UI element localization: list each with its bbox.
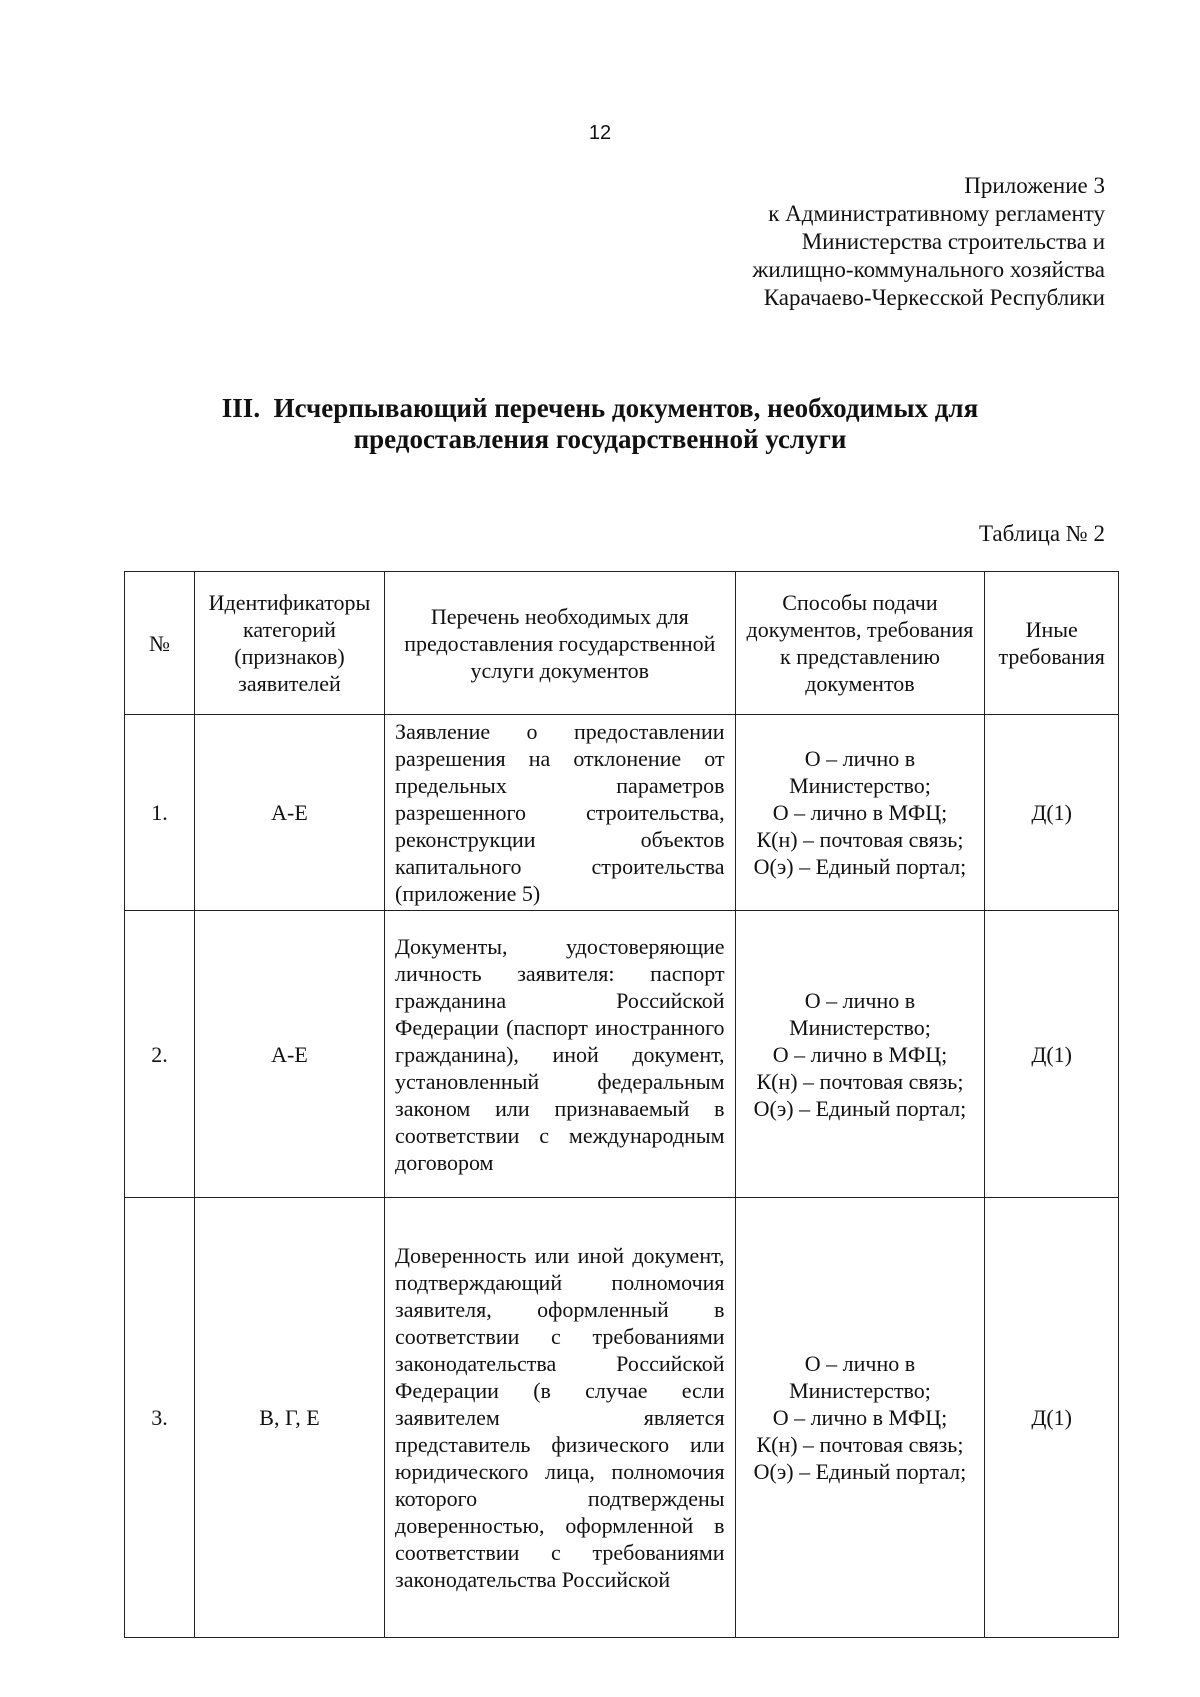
row-submission: [735, 715, 985, 911]
documents-table: [124, 571, 1119, 1638]
submission-method: О – лично в МФЦ;: [772, 800, 948, 825]
header-documents: Перечень необходимых для предоставления государственной услуги документов: [385, 572, 736, 715]
row-number: 2.: [125, 911, 195, 1198]
row-other: Д(1): [985, 715, 1119, 911]
row-identifiers: А-Е: [194, 911, 384, 1198]
appendix-line: Министерства строительства и: [801, 229, 1105, 254]
section-title-line: предоставления государственной услуги: [353, 424, 847, 454]
row-document: Заявление о предоставлении разрешения на отклонение от предельных параметров разрешенного строительства, реконструкции объектов капитального строительства (приложение 5): [385, 715, 736, 911]
table-row: [125, 715, 1119, 911]
section-title: [0, 393, 1200, 455]
row-number: 3.: [125, 1198, 195, 1638]
row-number: 1.: [125, 715, 195, 911]
appendix-line: Приложение 3: [964, 173, 1105, 198]
appendix-line: жилищно-коммунального хозяйства: [752, 257, 1105, 282]
page-number: 12: [588, 122, 612, 144]
submission-method: К(н) – почтовая связь;: [756, 1432, 964, 1457]
section-title-line: III. Исчерпывающий перечень документов, необходимых для: [221, 393, 979, 423]
submission-method: О(э) – Единый портал;: [753, 1459, 967, 1484]
table-label: Таблица № 2: [978, 521, 1105, 546]
row-identifiers: В, Г, Е: [194, 1198, 384, 1638]
appendix-line: Карачаево-Черкесской Республики: [763, 285, 1105, 310]
appendix-line: к Административному регламенту: [768, 201, 1105, 226]
row-other: Д(1): [985, 1198, 1119, 1638]
submission-method: О – лично в МФЦ;: [772, 1041, 948, 1067]
header-identifiers: Идентификаторы категорий (признаков) заявителей: [194, 572, 384, 715]
table-row: [125, 1198, 1119, 1638]
row-document: Доверенность или иной документ, подтверждающий полномочия заявителя, оформленный в соответствии с требованиями законодательства Российской Федерации (в случае если заявителем является представитель физического или юридического лица, полномочия которого подтверждены доверенностью, оформленной в соответствии с требованиями законодательства Российской: [385, 1198, 736, 1638]
header-other: Иные требования: [985, 572, 1119, 715]
header-number: №: [125, 572, 195, 715]
row-identifiers: А-Е: [194, 715, 384, 911]
row-submission: [735, 1198, 985, 1638]
row-document: Документы, удостоверяющие личность заявителя: паспорт гражданина Российской Федерации (паспорт иностранного гражданина), иной документ, установленный федеральным законом или признаваемый в соответствии с международным договором: [385, 911, 736, 1198]
submission-method: О(э) – Единый портал;: [753, 854, 967, 879]
submission-method: О – лично в Министерство;: [789, 746, 931, 798]
submission-method: О – лично в Министерство;: [789, 1351, 931, 1403]
submission-method: О – лично в Министерство;: [789, 987, 931, 1040]
row-other: Д(1): [985, 911, 1119, 1198]
table-header-row: [125, 572, 1119, 715]
submission-method: К(н) – почтовая связь;: [756, 1068, 964, 1094]
appendix-note: [752, 172, 1105, 312]
submission-method: К(н) – почтовая связь;: [756, 827, 964, 852]
row-submission: [735, 911, 985, 1198]
header-submission: Способы подачи документов, требования к представлению документов: [735, 572, 985, 715]
submission-method: О – лично в МФЦ;: [772, 1405, 948, 1430]
table-row: [125, 911, 1119, 1198]
submission-method: О(э) – Единый портал;: [753, 1095, 967, 1121]
